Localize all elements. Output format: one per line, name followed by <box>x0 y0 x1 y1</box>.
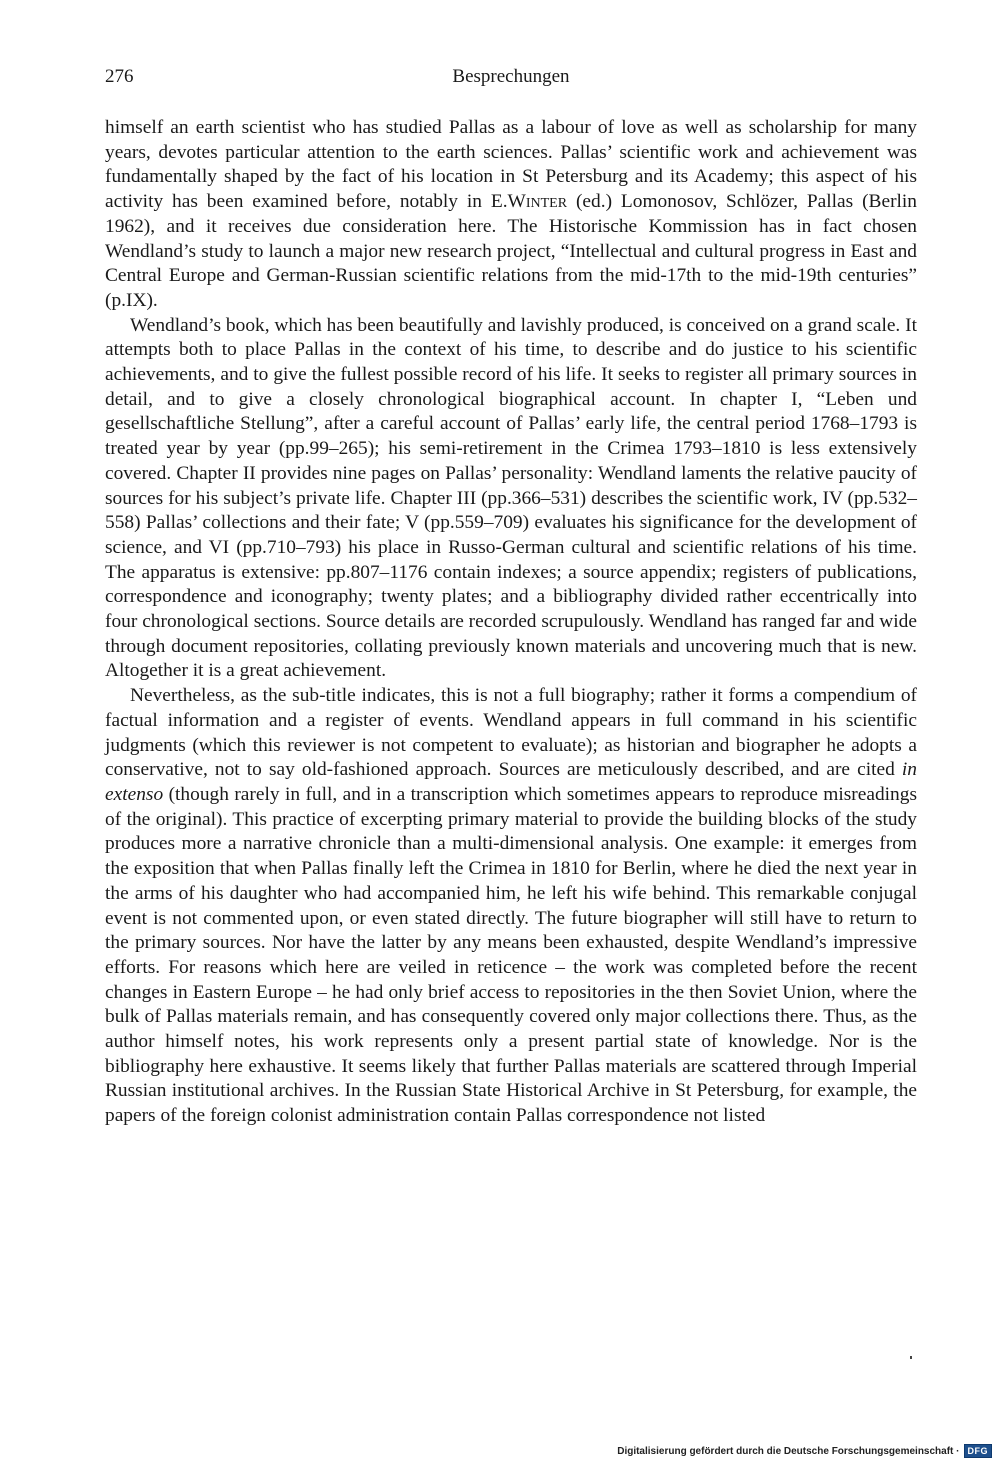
paragraph-3-text-a: Nevertheless, as the sub-title indicates, this is not a full biography; rather it forms a compendium of factual information and a register of events. Wendland appears in full command in his scientific judgments (which this reviewer is not competent to evaluate); as historian and biographer he adopts a conservative, not to say old-fashioned approach. Sources are meticulously described, and are cited <box>105 685 917 781</box>
footer-credit-text: Digitalisierung gefördert durch die Deutsche Forschungsgemeinschaft · <box>617 1445 960 1457</box>
page-header <box>105 66 917 94</box>
paragraph-2: Wendland’s book, which has been beautifully and lavishly produced, is conceived on a grand scale. It attempts both to place Pallas in the context of his time, to describe and do justice to his scientific achievements, and to give the fullest possible record of his life. It seeks to register all primary sources in detail, and to give a closely chronological biographical account. In chapter I, “Leben und gesellschaftliche Stellung”, after a careful account of Pallas’ early life, the central period 1768–1793 is treated year by year (pp.99–265); his semi-retirement in the Crimea 1793–1810 is less extensively covered. Chapter II provides nine pages on Pallas’ personality: Wendland laments the relative paucity of sources for his subject’s private life. Chapter III (pp.366–531) describes the scientific work, IV (pp.532–558) Pallas’ collections and their fate; V (pp.559–709) evaluates his significance for the development of science, and VI (pp.710–793) his place in Russo-German cultural and scientific relations of his time. The apparatus is extensive: pp.807–1176 contain indexes; a source appendix; registers of publications, correspondence and iconography; twenty plates; and a bibliography divided rather eccentrically into four chronological sections. Source details are recorded scrupulously. Wendland has ranged far and wide through document repositories, collating previously known materials and uncovering much that is new. Altogether it is a great achievement. <box>105 314 917 682</box>
latin-phrase-italic: in extenso <box>105 759 917 805</box>
paragraph-1 <box>105 116 917 314</box>
body-text <box>105 116 917 1129</box>
author-name-small-caps: Winter <box>507 191 568 213</box>
paragraph-1-text-b: (ed.) Lomonosov, Schlözer, Pallas (Berlin 1962), and it receives due consideration here. The Historische Kommission has in fact chosen Wendland’s study to launch a major new research project, “Intellectual and cultural progress in East and Central Europe and German-Russian scientific relations from the mid-17th to the mid-19th centuries” (p.IX). <box>105 191 917 311</box>
scan-speck <box>910 1356 912 1359</box>
running-head: Besprechungen <box>452 66 570 87</box>
paragraph-3 <box>105 684 917 1129</box>
digitization-footer <box>617 1442 992 1460</box>
paragraph-1-text-a: himself an earth scientist who has studied Pallas as a labour of love as well as scholarship for many years, devotes particular attention to the earth sciences. Pallas’ scientific work and achievement was fundamentally shaped by the fact of his location in St Petersburg and its Academy; this aspect of his activity has been examined before, notably in E. <box>105 117 917 213</box>
paragraph-3-text-b: (though rarely in full, and in a transcription which sometimes appears to reproduce misreadings of the original). This practice of excerpting primary material to provide the building blocks of the study produces more a narrative chronicle than a multi-dimensional analysis. One example: it emerges from the exposition that when Pallas finally left the Crimea in 1810 for Berlin, where he died the next year in the arms of his daughter who had accompanied him, he left his wife behind. This remarkable conjugal event is not commented upon, or even stated directly. The future biographer will still have to return to the primary sources. Nor have the latter by any means been exhausted, despite Wendland’s impressive efforts. For reasons which here are veiled in reticence – the work was completed before the recent changes in Eastern Europe – he had only brief access to repositories in the then Soviet Union, where the bulk of Pallas materials remain, and has consequently covered only major collections there. Thus, as the author himself notes, his work represents only a present partial state of knowledge. Nor is the bibliography here exhaustive. It seems likely that further Pallas materials are scattered through Imperial Russian institutional archives. In the Russian State Historical Archive in St Petersburg, for example, the papers of the foreign colonist administration contain Pallas correspondence not listed <box>105 783 917 1127</box>
dfg-logo-icon: DFG <box>964 1444 993 1458</box>
page-number: 276 <box>105 66 134 87</box>
